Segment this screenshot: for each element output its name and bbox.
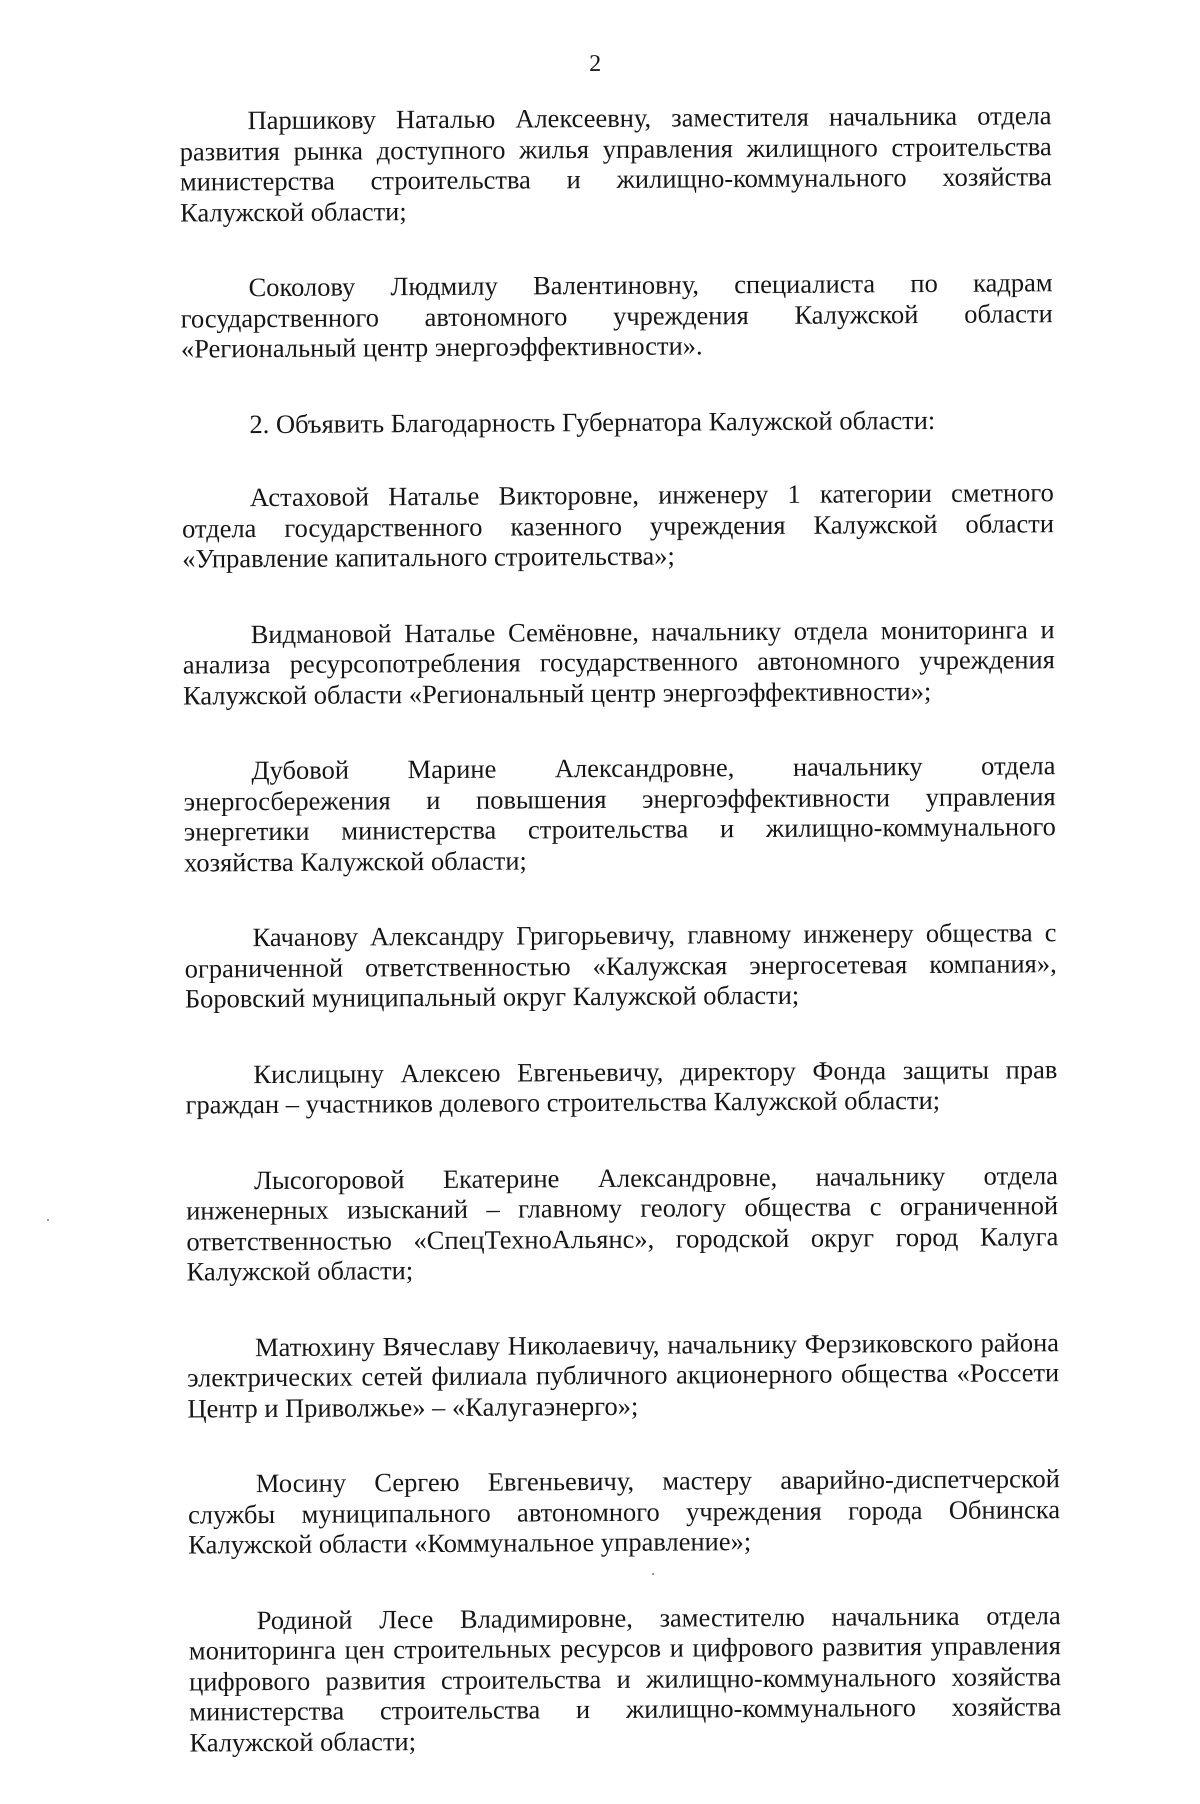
award-paragraph-parshikova: Паршикову Наталью Алексеевну, заместителя начальника отдела развития рынка доступного жилья управления жилищного строительства министерства строительства и жилищно-коммунального хозяйства Калужской области; xyxy=(179,100,1052,228)
award-paragraph-sokolova: Соколову Людмилу Валентиновну, специалиста по кадрам государственного автономного учреждения Калужской области «Региональный центр энергоэффективности». xyxy=(180,267,1053,364)
document-body xyxy=(179,100,1061,1802)
gratitude-paragraph-lysogorova: Лысогоровой Екатерине Александровне, начальнику отдела инженерных изысканий – главному геологу общества с ограниченной ответственностью «СпецТехноАльянс», городской округ город Калуга Калужской области; xyxy=(186,1159,1059,1287)
clause-heading-gratitude: 2. Объявить Благодарность Губернатора Калужской области: xyxy=(249,404,936,439)
gratitude-paragraph-vidmanova: Видмановой Наталье Семёновне, начальнику отдела мониторинга и анализа ресурсопотребления государственного автономного учреждения Калужской области «Региональный центр энергоэффективности»; xyxy=(182,613,1055,711)
gratitude-paragraph-astakhova: Астаховой Наталье Викторовне, инженеру 1 категории сметного отдела государственного казенного учреждения Калужской области «Управление капитального строительства»; xyxy=(181,477,1055,574)
gratitude-paragraph-kachanov: Качанову Александру Григорьевичу, главному инженеру общества с ограниченной ответственностью «Калужская энергосетевая компания», Боровский муниципальный округ Калужской области; xyxy=(184,917,1057,1014)
gratitude-paragraph-dubova: Дубовой Марине Александровне, начальнику отдела энергосбережения и повышения энергоэффективности управления энергетики министерства строительства и жилищно-коммунального хозяйства Калужской области; xyxy=(183,750,1056,878)
scan-speck xyxy=(652,1573,654,1575)
gratitude-paragraph-mosin: Мосину Сергею Евгеньевичу, мастеру аварийно-диспетчерской службы муниципального автономного учреждения города Обнинска Калужской области «Коммунальное управление»; xyxy=(187,1463,1061,1560)
gratitude-paragraph-rodina: Родиной Лесе Владимировне, заместителю начальника отдела мониторинга цен строительных ресурсов и цифрового развития управления цифрового развития строительства и жилищно-коммунального хозяйства министерства строительства и жилищно-коммунального хозяйства Калужской области; xyxy=(188,1599,1062,1758)
page-number: 2 xyxy=(589,50,602,78)
scan-speck xyxy=(47,1219,49,1221)
gratitude-paragraph-matyukhin: Матюхину Вячеславу Николаевичу, начальнику Ферзиковского района электрических сетей филиала публичного акционерного общества «Россети Центр и Приволжье» – «Калугаэнерго»; xyxy=(187,1326,1060,1424)
gratitude-paragraph-kislitsyn: Кислицыну Алексею Евгеньевичу, директору Фонда защиты прав граждан – участников долевого строительства Калужской области; xyxy=(185,1053,1058,1120)
